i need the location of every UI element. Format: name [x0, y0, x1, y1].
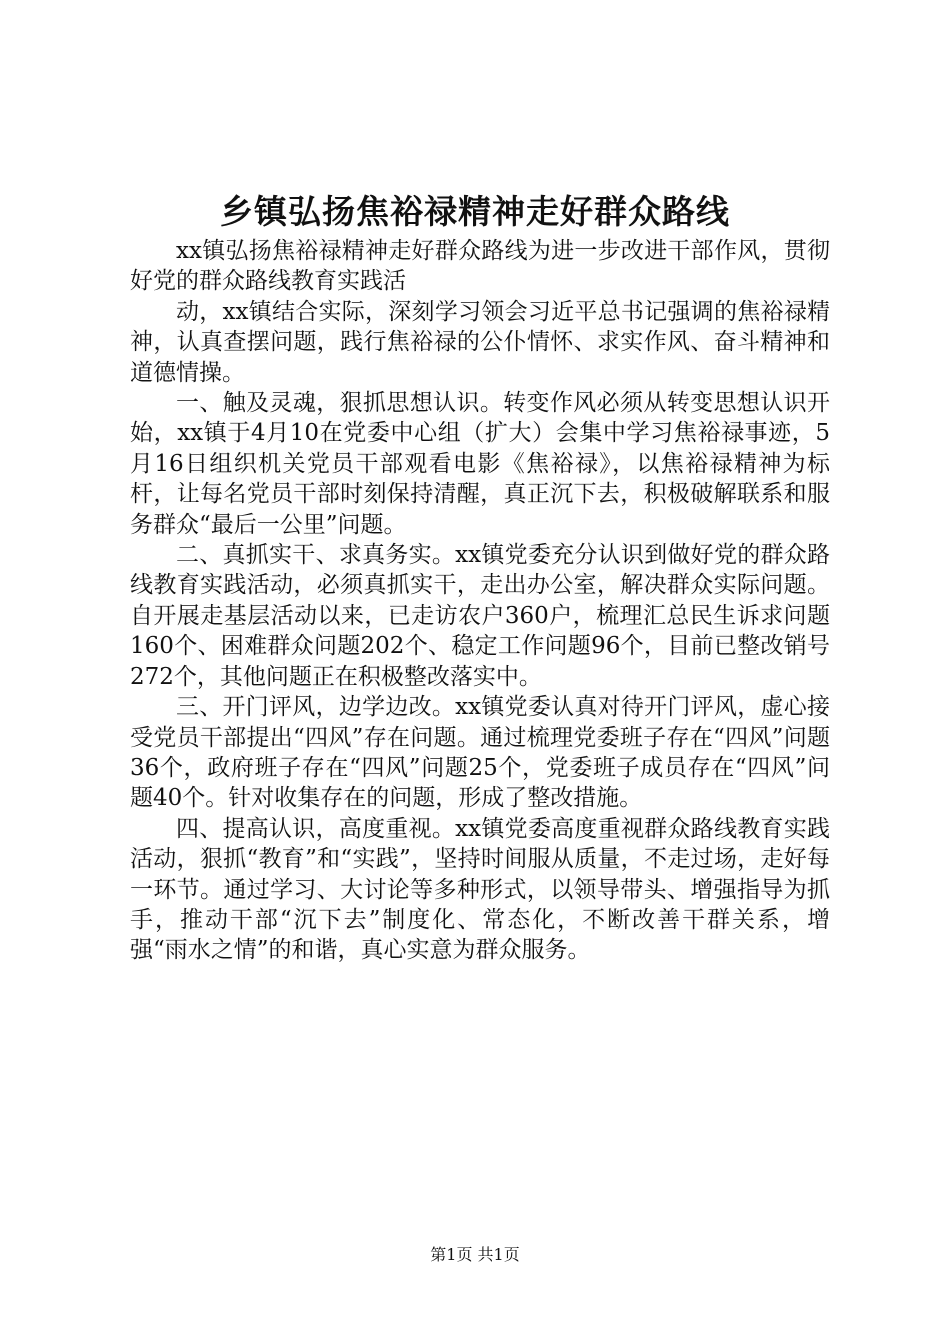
paragraph-intro-continued: 动，xx镇结合实际，深刻学习领会习近平总书记强调的焦裕禄精神，认真查摆问题，践行焦裕禄的公仆情怀、求实作风、奋斗精神和道德情操。	[130, 298, 830, 386]
document-body	[130, 236, 830, 966]
page-footer: 第1页 共1页	[430, 1245, 520, 1264]
paragraph-section-4: 四、提高认识，高度重视。xx镇党委高度重视群众路线教育实践活动，狠抓“教育”和“实践”，坚持时间服从质量，不走过场，走好每一环节。通过学习、大讨论等多种形式，以领导带头、增强指导为抓手，推动干部“沉下去”制度化、常态化，不断改善干群关系，增强“雨水之情”的和谐，真心实意为群众服务。	[130, 815, 830, 964]
paragraph-section-2: 二、真抓实干、求真务实。xx镇党委充分认识到做好党的群众路线教育实践活动，必须真抓实干，走出办公室，解决群众实际问题。自开展走基层活动以来，已走访农户360户，梳理汇总民生诉求问题160个、困难群众问题202个、稳定工作问题96个，目前已整改销号272个，其他问题正在积极整改落实中。	[130, 542, 830, 690]
paragraph-section-3: 三、开门评风，边学边改。xx镇党委认真对待开门评风，虚心接受党员干部提出“四风”存在问题。通过梳理党委班子存在“四风”问题36个，政府班子存在“四风”问题25个，党委班子成员存在“四风”问题40个。针对收集存在的问题，形成了整改措施。	[130, 694, 830, 812]
page-title: 乡镇弘扬焦裕禄精神走好群众路线	[220, 192, 730, 231]
paragraph-intro: xx镇弘扬焦裕禄精神走好群众路线为进一步改进干部作风，贯彻好党的群众路线教育实践活	[130, 238, 830, 295]
paragraph-section-1: 一、触及灵魂，狠抓思想认识。转变作风必须从转变思想认识开始，xx镇于4月10在党委中心组（扩大）会集中学习焦裕禄事迹，5月16日组织机关党员干部观看电影《焦裕禄》，以焦裕禄精神为标杆，让每名党员干部时刻保持清醒，真正沉下去，积极破解联系和服务群众“最后一公里”问题。	[130, 390, 830, 538]
